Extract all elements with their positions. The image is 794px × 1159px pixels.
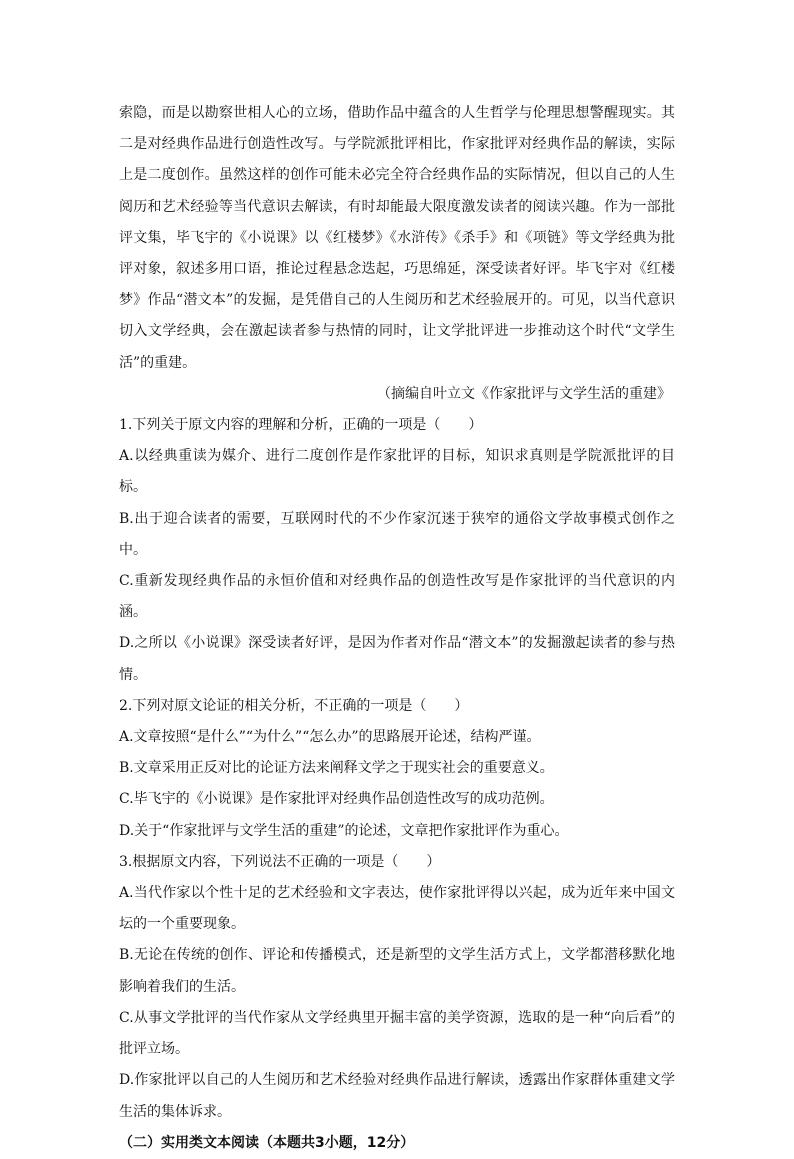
question-2-option-b: B.文章采用正反对比的论证方法来阐释文学之于现实社会的重要意义。 <box>119 760 554 777</box>
question-1-option-d: D.之所以《小说课》深受读者好评，是因为作者对作品“潜文本”的发掘激起读者的参与热情。 <box>119 635 675 683</box>
question-1-option-a: A.以经典重读为媒介、进行二度创作是作家批评的目标，知识求真则是学院派批评的目标。 <box>119 448 675 496</box>
passage-source: （摘编自叶立文《作家批评与文学生活的重建》 <box>377 385 671 402</box>
question-3-option-c: C.从事文学批评的当代作家从文学经典里开掘丰富的美学资源，选取的是一种“向后看”的批评立场。 <box>119 1009 675 1058</box>
question-2-option-d: D.关于“作家批评与文学生活的重建”的论述，文章把作家批评作为重心。 <box>119 822 569 839</box>
question-3 <box>119 847 675 1128</box>
question-2-option-a: A.文章按照“是什么”“为什么”“怎么办”的思路展开论述，结构严谨。 <box>119 729 541 746</box>
question-1 <box>119 410 675 691</box>
question-3-option-a: A.当代作家以个性十足的艺术经验和文字表达，使作家批评得以兴起，成为近年来中国文坛的一个重要现象。 <box>119 885 675 933</box>
question-2 <box>119 691 675 847</box>
passage-paragraph: 索隐，而是以勘察世相人心的立场，借助作品中蕴含的人生哲学与伦理思想警醒现实。其二是对经典作品进行创造性改写。与学院派批评相比，作家批评对经典作品的解读，实际上是二度创作。虽然这样的创作可能未必完全符合经典作品的实际情况，但以自己的人生阅历和艺术经验等当代意识去解读，有时却能最大限度激发读者的阅读兴趣。作为一部批评文集，毕飞宇的《小说课》以《红楼梦》《水浒传》《杀手》和《项链》等文学经典为批评对象，叙述多用口语，推论过程悬念迭起，巧思绵延，深受读者好评。毕飞宇对《红楼梦》作品“潜文本”的发掘，是凭借自己的人生阅历和艺术经验展开的。可见，以当代意识切入文学经典，会在激起读者参与热情的同时，让文学批评进一步推动这个时代“文学生活”的重建。 <box>119 105 675 371</box>
question-1-stem: 1.下列关于原文内容的理解和分析，正确的一项是（ ） <box>119 417 483 434</box>
question-3-stem: 3.根据原文内容，下列说法不正确的一项是（ ） <box>119 853 441 870</box>
question-2-option-c: C.毕飞宇的《小说课》是作家批评对经典作品创造性改写的成功范例。 <box>119 791 554 808</box>
question-2-stem: 2.下列对原文论证的相关分析，不正确的一项是（ ） <box>119 697 469 714</box>
section-heading: （二）实用类文本阅读（本题共3小题，12分） <box>119 1134 415 1151</box>
question-3-option-d: D.作家批评以自己的人生阅历和艺术经验对经典作品进行解读，透露出作家群体重建文学生活的集体诉求。 <box>119 1072 675 1120</box>
question-3-option-b: B.无论在传统的创作、评论和传播模式，还是新型的文学生活方式上，文学都潜移默化地影响着我们的生活。 <box>119 947 675 995</box>
question-1-option-c: C.重新发现经典作品的永恒价值和对经典作品的创造性改写是作家批评的当代意识的内涵。 <box>119 573 675 621</box>
page-content <box>119 98 675 1159</box>
question-1-option-b: B.出于迎合读者的需要，互联网时代的不少作家沉迷于狭窄的通俗文学故事模式创作之中。 <box>119 510 675 558</box>
